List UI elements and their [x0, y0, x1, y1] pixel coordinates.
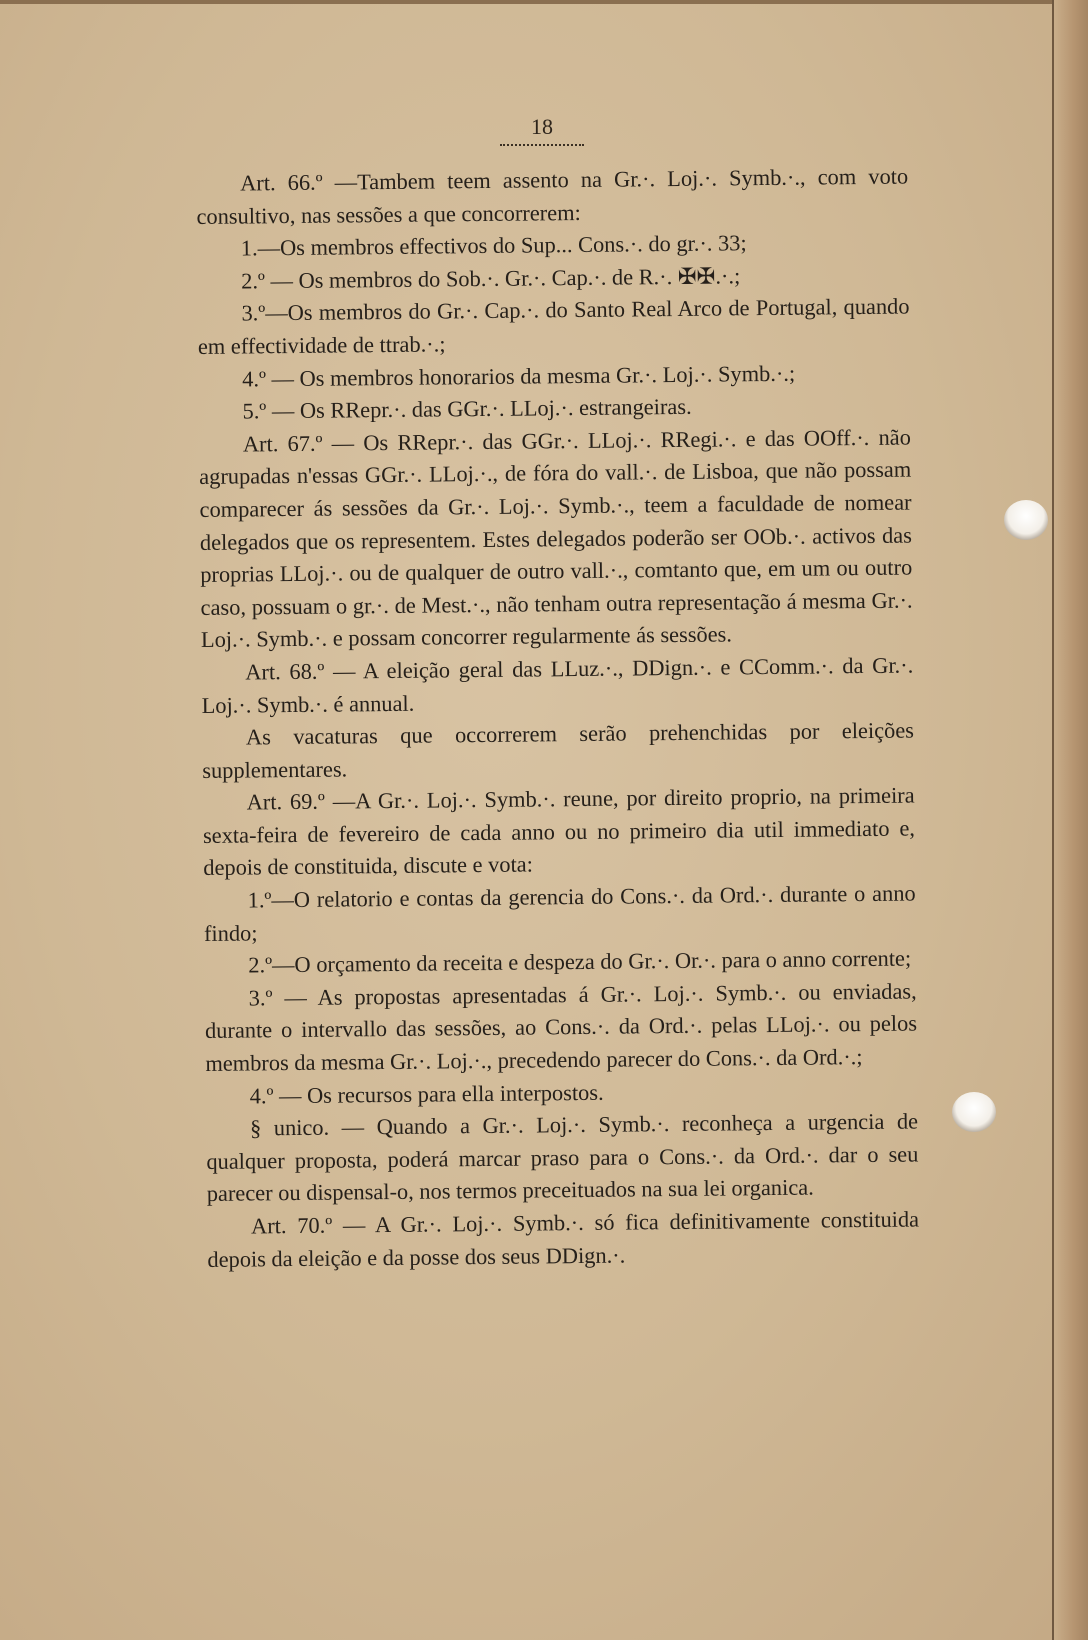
paragraph-art-69: Art. 69.º —A Gr.·. Loj.·. Symb.·. reune, por direito proprio, na primeira sexta-feira de fevereiro de cada anno ou no primeiro dia util immediato e, depois de constituida, discute e vota:	[202, 782, 916, 881]
binding-hole-upper	[1004, 500, 1048, 540]
paragraph-art-69-item-1: 1.º—O relatorio e contas da gerencia do Cons.·. da Ord.·. durante o anno findo;	[203, 880, 916, 946]
paragraph-item-3: 3.º—Os membros do Gr.·. Cap.·. do Santo Real Arco de Portugal, quando em effectividade de ttrab.·.;	[197, 293, 910, 359]
paragraph-item-1: 1.—Os membros effectivos do Sup... Cons.·. do gr.·. 33;	[240, 230, 747, 261]
paragraph-vacaturas: As vacaturas que occorrerem serão prehenchidas por eleições supplementares.	[202, 717, 915, 783]
paragraph-paragrafo-unico: § unico. — Quando a Gr.·. Loj.·. Symb.·. reconheça a urgencia de qualquer proposta, poderá marcar praso para o Cons.·. da Ord.·. dar o seu parecer ou dispensal-o, nos termos preceituados na sua lei organica.	[206, 1108, 919, 1207]
paragraph-item-5: 5.º — Os RRepr.·. das GGr.·. LLoj.·. estrangeiras.	[242, 393, 692, 424]
binding-hole-lower	[952, 1092, 996, 1132]
page-number-rule	[500, 144, 584, 146]
page-top-edge	[0, 0, 1088, 4]
paragraph-art-69-item-4: 4.º — Os recursos para ella interpostos.	[249, 1079, 604, 1109]
paragraph-item-2: 2.º — Os membros do Sob.·. Gr.·. Cap.·. de R.·. ✠✠.·.;	[241, 263, 741, 294]
paragraph-art-66: Art. 66.º —Tambem teem assento na Gr.·. Loj.·. Symb.·., com voto consultivo, nas sessões a que concorrerem:	[196, 163, 909, 229]
paragraph-art-70: Art. 70.º — A Gr.·. Loj.·. Symb.·. só fica definitivamente constituida depois da eleição e da posse dos seus DDign.·.	[207, 1206, 920, 1272]
paragraph-item-4: 4.º — Os membros honorarios da mesma Gr.·. Loj.·. Symb.·.;	[242, 360, 796, 392]
paragraph-art-67: Art. 67.º — Os RRepr.·. das GGr.·. LLoj.·. RRegi.·. e das OOff.·. não agrupadas n'essas GGr.·. LLoj.·., de fóra do vall.·. de Lisboa, que não possam comparecer ás sessões da Gr.·. Loj.·. Symb.·., teem a faculdade de nomear delegados que os representem. Estes delegados poderão ser OOb.·. activos das proprias LLoj.·. ou de qualquer de outro vall.·., comtanto que, em um ou outro caso, possuam o gr.·. de Mest.·., não tenham outra representação á mesma Gr.·. Loj.·. Symb.·. e possam concorrer regularmente ás sessões.	[199, 424, 913, 653]
paragraph-art-69-item-2: 2.º—O orçamento da receita e despeza do Gr.·. Or.·. para o anno corrente;	[248, 945, 912, 978]
paragraph-art-69-item-3: 3.º — As propostas apresentadas á Gr.·. Loj.·. Symb.·. ou enviadas, durante o intervallo das sessões, ao Cons.·. da Ord.·. pelas LLoj.·. ou pelos membros da mesma Gr.·. Loj.·., precedendo parecer do Cons.·. da Ord.·.;	[204, 978, 918, 1076]
body-text	[196, 161, 920, 1277]
paragraph-art-68: Art. 68.º — A eleição geral das LLuz.·., DDign.·. e CComm.·. da Gr.·. Loj.·. Symb.·. é annual.	[201, 652, 914, 718]
page-right-edge	[1052, 0, 1088, 1640]
page-number: 18	[531, 114, 553, 139]
